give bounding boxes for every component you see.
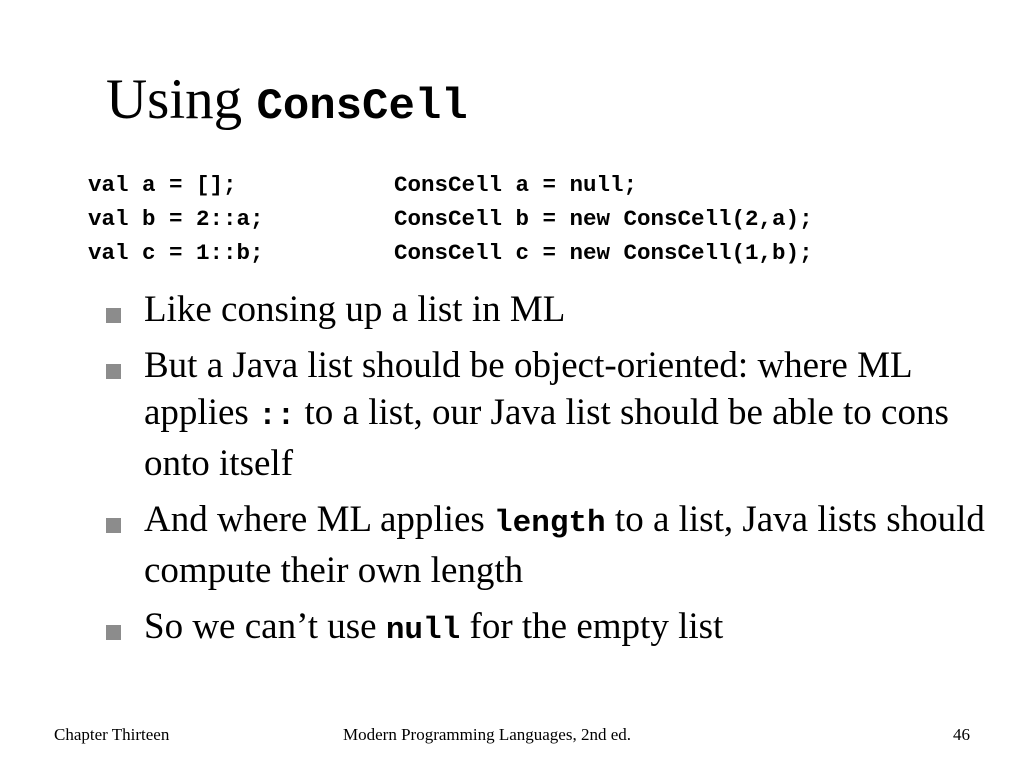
bullet-text (144, 496, 986, 594)
java-code-line: ConsCell b = new ConsCell(2,a); (394, 206, 813, 232)
java-code-line: ConsCell a = null; (394, 172, 638, 198)
bullet-text (144, 286, 565, 333)
bullet-text-segment: to a list, our Java list should be able to cons onto itself (144, 392, 949, 484)
inline-code: length (494, 506, 606, 541)
code-comparison-block (88, 168, 813, 270)
bullet-text-segment: for the empty list (460, 606, 724, 647)
bullet-text-segment: So we can’t use (144, 606, 386, 647)
bullet-text (144, 603, 723, 654)
title-text: Using (106, 68, 257, 131)
square-bullet-icon (106, 364, 121, 379)
bullet-list (106, 286, 986, 663)
bullet-text (144, 342, 986, 487)
square-bullet-icon (106, 518, 121, 533)
bullet-item (106, 603, 986, 654)
square-bullet-icon (106, 308, 121, 323)
footer-chapter: Chapter Thirteen (54, 725, 170, 744)
ml-code-line: val c = 1::b; (88, 240, 264, 266)
bullet-text-segment: to a list, Java lists should compute their own length (144, 499, 985, 591)
inline-code: :: (258, 399, 296, 434)
ml-code-line: val b = 2::a; (88, 206, 264, 232)
bullet-item (106, 496, 986, 594)
bullet-item (106, 286, 986, 333)
ml-code-line: val a = []; (88, 172, 237, 198)
bullet-text-segment: Like consing up a list in ML (144, 289, 566, 330)
bullet-item (106, 342, 986, 487)
title-code: ConsCell (256, 82, 468, 132)
slide-title (106, 66, 468, 141)
java-code-line: ConsCell c = new ConsCell(1,b); (394, 240, 813, 266)
inline-code: null (385, 613, 461, 648)
bullet-text-segment: And where ML applies (144, 499, 495, 540)
footer-book-title: Modern Programming Languages, 2nd ed. (343, 725, 631, 744)
code-row (88, 168, 813, 202)
code-row (88, 236, 813, 270)
footer-page-number: 46 (953, 725, 970, 744)
square-bullet-icon (106, 625, 121, 640)
code-row (88, 202, 813, 236)
bullet-text-segment: But a Java list should be object-oriented: where ML applies (144, 345, 912, 433)
